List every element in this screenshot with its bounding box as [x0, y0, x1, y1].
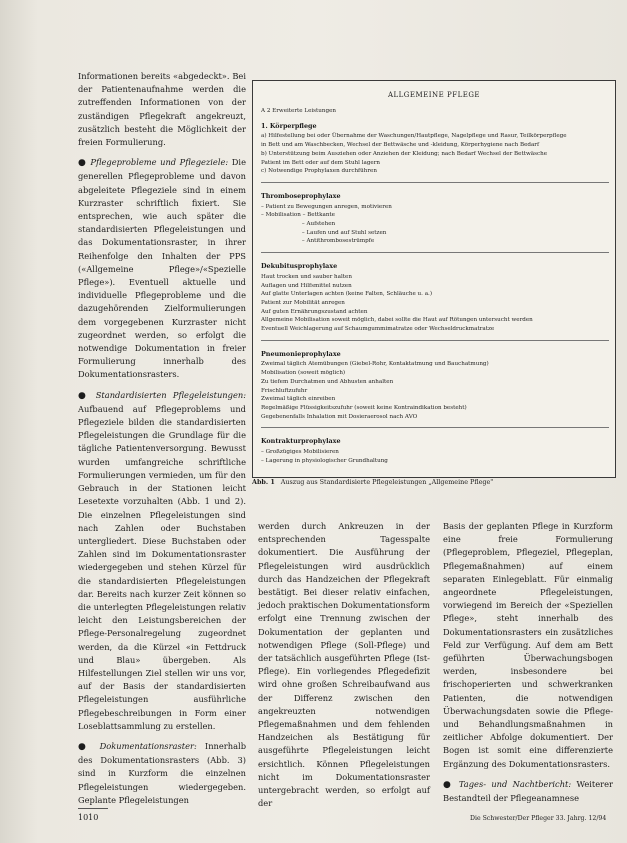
box-title: Pneumonieprophylaxe — [261, 349, 341, 358]
list-item: Frischluftzufuhr — [261, 387, 308, 394]
paragraph-lead: Pflegeprobleme und Pflegeziele: — [90, 157, 229, 168]
box-title: Dekubitusprophylaxe — [261, 262, 338, 271]
paragraph — [78, 156, 246, 381]
paragraph — [443, 778, 613, 805]
list-item: Eventuell Weichlagerung auf Schaumgummimatratze oder Wechseldruckmatratze — [261, 326, 495, 333]
paragraph-text: Innerhalb des Dokumentationsrasters (Abb. 3) sind in Kurzform die einzelnen Pflegeleistungen wiedergegeben. Geplante Pflegeleistungen — [78, 740, 247, 805]
figure-caption — [252, 478, 614, 486]
list-item: Auf glatte Unterlagen achten (keine Falten, Schläuche u. a.) — [261, 291, 433, 298]
list-item: c) Notwendige Prophylaxen durchführen — [261, 168, 377, 175]
paragraph: Basis der geplanten Pflege in Kurzform eine freie Formulierung (Pflegeproblem, Pflegeziel, Pflegeplan, Pflegemaßnahmen) auf einem separaten Einlegeblatt. Für einmalig angeordnete Pflegeleistungen, vorwiegend im Bereich der «Speziellen Pflege», steht innerhalb des Dokumentationsrasters ein zusätzliches Feld zur Verfügung. Auf dem am Bett geführten Überwachungsbogen werden, insbesondere bei frischoperierten und schwerkranken Patienten, die notwendigen Überwachungsdaten sowie die Pflege- und Behandlungsmaßnahmen in zeitlicher Abfolge dokumentiert. Der Bogen ist somit eine differenzierte Ergänzung des Dokumentationsrasters. — [443, 521, 613, 769]
paragraph: werden durch Ankreuzen in der entsprechenden Tagesspalte dokumentiert. Die Ausführung der Pflegeleistungen wird ausdrücklich durch das Handzeichen der Pflegekraft bestätigt. Bei dieser relativ einfachen, jedoch praktischen Dokumentationsform erfolgt eine Trennung zwischen der Dokumentation der geplanten und notwendigen Pflege (Soll-Pflege) und der tatsächlich ausgeführten Pflege (Ist-Pflege). Ein vorliegendes Pflegedefizit wird ohne großen Schreibaufwand aus der Differenz zwischen den angekreuzten notwendigen Pflegemaßnahmen und dem fehlenden Handzeichen als Bestätigung für ausgeführte Pflegeleistungen leicht ersichtlich. Können Pflegeleistungen nicht im Dokumentationsraster untergebracht werden, so erfolgt auf der — [258, 521, 430, 809]
list-item: – Lagerung in physiologischer Grundhaltung — [261, 457, 388, 464]
paragraph — [78, 740, 246, 807]
figure-title: ALLGEMEINE PFLEGE — [387, 91, 481, 99]
paragraph: Informationen bereits «abgedeckt». Bei der Patientenaufnahme werden die zutreffenden Informationen von der zuständigen Pflegekraft angekreuzt, zusätzlich besteht die Möglichkeit der freien Formulierung. — [78, 71, 246, 148]
caption-label: Abb. 1 — [252, 478, 275, 486]
list-item: Patient zur Mobilität anregen — [261, 299, 345, 306]
section-list — [261, 132, 609, 176]
section-title: 1. Körperpflege — [261, 121, 317, 130]
list-item: – Großzügiges Mobilisieren — [261, 449, 339, 456]
list-item: – Aufstehen — [261, 221, 336, 228]
list-item: in Bett und am Waschbecken, Wechsel der Bettwäsche und -kleidung, Körperhygiene nach Bedarf — [261, 142, 540, 149]
list-item: Zweimal täglich Atemübungen (Giebel-Rohr, Kontaktatmung und Bauchatmung) — [261, 361, 489, 368]
bullet-icon: ● — [78, 390, 90, 401]
list-item: Haut trocken und sauber halten — [261, 273, 352, 280]
paragraph-text: Weiterer Bestandteil der Pflegeanamnese — [443, 778, 614, 804]
list-item: b) Unterstützung beim Ausziehen oder Anziehen der Kleidung; nach Bedarf Wechsel der Bettwäsche — [261, 150, 548, 157]
left-column — [78, 70, 246, 814]
figure-subtitle: A 2 Erweiterte Leistungen — [261, 108, 336, 114]
contracture-box — [261, 427, 609, 465]
list-item: – Laufen und auf Stuhl setzen — [261, 229, 387, 236]
list-item: Zu tiefem Durchatmen und Abhusten anhalten — [261, 378, 394, 385]
list-item: Patient im Bett oder auf dem Stuhl lagern — [261, 159, 381, 166]
list-item: – Patient zu Bewegungen anregen, motivieren — [261, 203, 392, 210]
list-item: Allgemeine Mobilisation soweit möglich, dabei sollte die Haut auf Rötungen untersucht werden — [261, 317, 533, 324]
paragraph-lead: Tages- und Nachtbericht: — [458, 778, 572, 789]
middle-column — [258, 520, 430, 817]
paragraph-lead: Standardisierten Pflegeleistungen: — [95, 389, 246, 400]
paragraph — [78, 389, 246, 733]
right-column — [443, 520, 613, 812]
pneumonia-box — [261, 340, 609, 422]
thrombosis-box — [261, 182, 609, 246]
bullet-icon: ● — [443, 779, 454, 790]
box-title: Thromboseprophylaxe — [261, 191, 341, 200]
list-item: Auflagen und Hilfsmittel nutzen — [261, 282, 352, 289]
list-item: Regelmäßige Flüssigkeitszufuhr (soweit keine Kontraindikation besteht) — [261, 404, 467, 411]
journal-reference: Die Schwester/Der Pfleger 33. Jahrg. 12/94 — [470, 815, 607, 822]
list-item: – Antithrombosestrümpfe — [261, 238, 375, 245]
caption-text: Auszug aus Standardisierte Pflegeleistungen „Allgemeine Pflege" — [280, 478, 494, 486]
list-item: Gegebenenfalls Inhalation mit Dosieraerosol nach AVO — [261, 413, 418, 420]
list-item: a) Hilfestellung bei oder Übernahme der Waschungen/Hautpflege, Nagelpflege und Rasur, Teilkörperpflege — [261, 133, 567, 140]
list-item: Zweimal täglich einreiben — [261, 396, 336, 403]
list-item: – Mobilisation – Bettkante — [261, 212, 335, 219]
bullet-icon: ● — [78, 158, 87, 169]
figure-box — [252, 80, 616, 478]
paragraph-text: Die generellen Pflegeprobleme und davon abgeleitete Pflegeziele sind in einem Kurzraster schriftlich fixiert. Sie entsprechen, wie auch später die standardisierten Pflegeleistungen und das Dokumentationsraster, in ihrer Reihenfolge den Inhalten der PPS («Allgemeine Pflege»/«Spezielle Pflege»). Eventuell aktuelle und individuelle Pflegeprobleme und die dazugehörenden Zielformulierungen dem vorgegebenen Kurzraster nicht zugeordnet werden, so erfolgt die notwendige Dokumentation in freier Formulierung innerhalb des Dokumentationsrasters. — [78, 157, 246, 380]
paragraph-text: Aufbauend auf Pflegeproblems und Pflegeziele bilden die standardisierten Pflegeleistungen die Grundlage für die tägliche Patientenversorgung. Bewusst wurden umfangreiche schriftliche Formulierungen vermieden, um für den Gebrauch in der Stationen leicht Lesetexte vorzuhalten (Abb. 1 und 2). Die einzelnen Pflegeleistungen sind nach Zahlen oder Buchstaben untergliedert. Diese Buchstaben oder Zahlen sind im Dokumentationsraster wiedergegeben und stehen Kürzel für die standardisierten Pflegeleistungen dar. Bereits nach kurzer Zeit können so die unterlegten Pflegeleistungen relativ leicht den Leistungsbereichen der Pflege-Personalregelung zugeordnet werden, da die Kürzel «in Fettdruck und Blau» übergeben. Als Hilfestellungen Ziel stellen wir uns vor, auf der Basis der standardisierten Pflegeleistungen ausführliche Pflegebeschreibungen in Form einer Loseblattsammlung zu erstellen. — [78, 403, 246, 731]
list-item: Mobilisation (soweit möglich) — [261, 370, 346, 377]
bullet-icon: ● — [78, 741, 92, 752]
paragraph-lead: Dokumentationsraster: — [99, 740, 197, 751]
figure-body — [261, 107, 609, 466]
page-number: 1010 — [78, 813, 99, 822]
list-item: Auf guten Ernährungszustand achten — [261, 308, 368, 315]
decubitus-box — [261, 252, 609, 334]
box-title: Kontrakturprophylaxe — [261, 437, 341, 446]
footer-rule — [78, 808, 108, 809]
